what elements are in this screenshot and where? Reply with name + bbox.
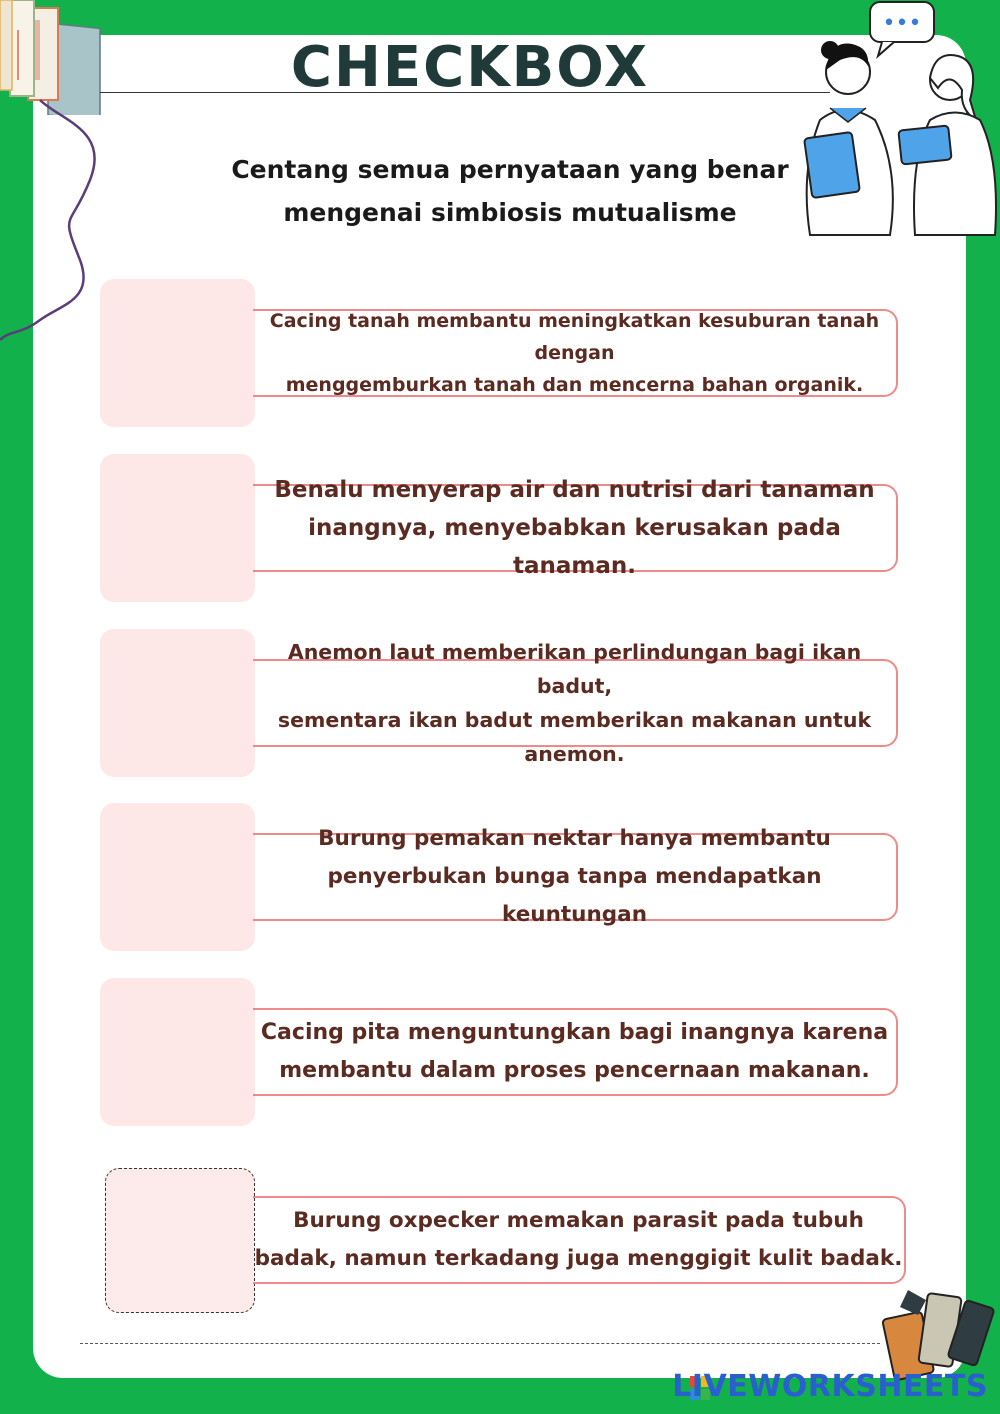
statement-3-line-2: sementara ikan badut memberikan makanan untuk anemon. [277, 708, 872, 766]
statement-2 [253, 477, 898, 579]
statement-row-5 [0, 978, 1000, 1128]
checkbox-4[interactable] [100, 803, 255, 951]
checkbox-6[interactable] [105, 1168, 255, 1313]
statement-3 [253, 640, 898, 766]
statement-5-line-1: Cacing pita menguntungkan bagi inangnya karena [260, 1020, 889, 1045]
checkbox-3[interactable] [100, 629, 255, 777]
statement-2-line-2: inangnya, menyebabkan kerusakan pada tanaman. [308, 515, 841, 579]
statement-5 [253, 1008, 898, 1096]
statement-4-line-2: penyerbukan bunga tanpa mendapatkan keuntungan [327, 864, 822, 927]
instruction-line-1: Centang semua pernyataan yang benar [231, 155, 789, 184]
statement-5-line-2: membantu dalam proses pencernaan makanan. [279, 1058, 870, 1083]
checkbox-2[interactable] [100, 454, 255, 602]
liveworksheets-brand: LIVEWORKSHEETS [672, 1369, 988, 1404]
checkbox-1[interactable] [100, 279, 255, 427]
checkbox-5[interactable] [100, 978, 255, 1126]
statement-1 [253, 309, 898, 397]
page-title: CHECKBOX [290, 35, 650, 100]
speech-bubble-dots: ••• [882, 11, 922, 36]
statement-4-line-1: Burung pemakan nektar hanya membantu [318, 826, 831, 851]
statement-4 [253, 826, 898, 927]
statement-row-4 [0, 803, 1000, 953]
instruction-line-2: mengenai simbiosis mutualisme [283, 198, 737, 227]
instruction-text [190, 148, 830, 234]
statement-6-line-2: badak, namun terkadang juga menggigit kulit badak. [254, 1246, 903, 1271]
statement-6 [253, 1196, 906, 1284]
statement-1-line-1: Cacing tanah membantu meningkatkan kesuburan tanah dengan [269, 310, 880, 364]
statement-row-1 [0, 279, 1000, 429]
bottom-dashed-line [80, 1343, 880, 1344]
statement-6-line-1: Burung oxpecker memakan parasit pada tubuh [293, 1208, 864, 1233]
statement-row-6 [0, 1168, 1000, 1318]
statement-2-line-1: Benalu menyerap air dan nutrisi dari tanaman [274, 477, 875, 503]
title-underline [100, 92, 830, 93]
statement-1-line-2: menggemburkan tanah dan mencerna bahan organik. [285, 374, 864, 396]
statement-row-2 [0, 454, 1000, 604]
statement-row-3 [0, 629, 1000, 779]
statement-3-line-1: Anemon laut memberikan perlindungan bagi ikan badut, [287, 640, 862, 698]
